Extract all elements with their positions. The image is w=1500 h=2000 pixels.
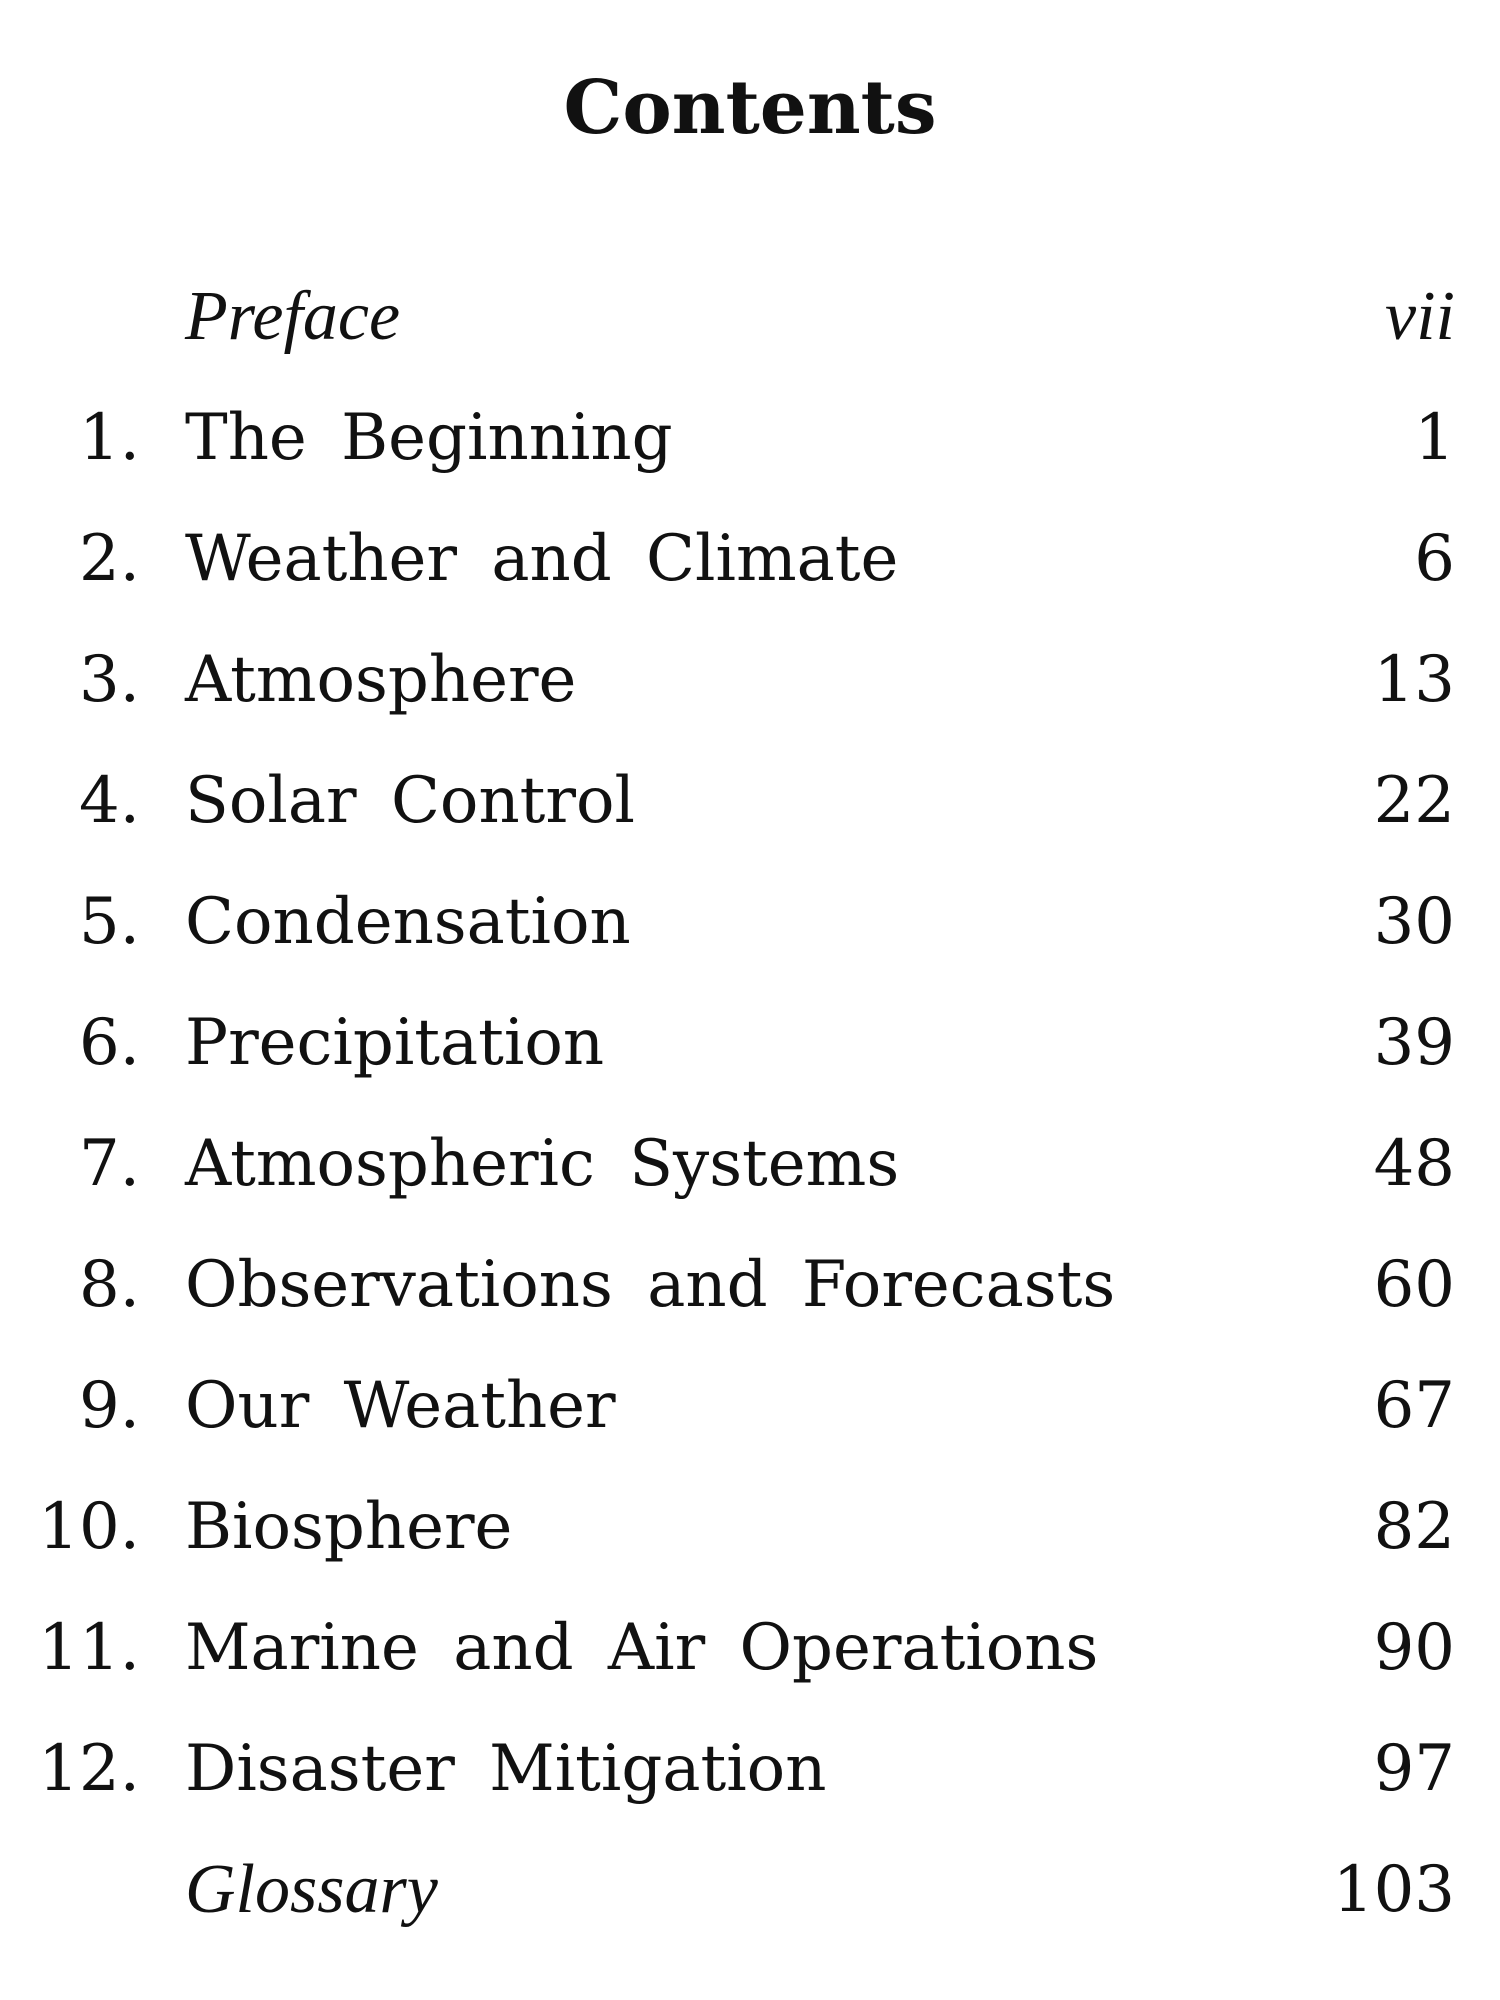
chapter-number: 11. bbox=[38, 1611, 140, 1685]
toc-entry-chapter-7[interactable] bbox=[0, 1112, 1500, 1233]
toc-entry-preface[interactable] bbox=[0, 265, 1500, 386]
page-number: 13 bbox=[1373, 643, 1455, 717]
page-title: Contents bbox=[563, 65, 937, 151]
page-number: 82 bbox=[1373, 1490, 1455, 1564]
toc-entry-chapter-2[interactable] bbox=[0, 507, 1500, 628]
chapter-number: 12. bbox=[38, 1732, 140, 1806]
chapter-title: Glossary bbox=[185, 1851, 438, 1928]
chapter-number: 4. bbox=[78, 764, 140, 838]
page-number: 39 bbox=[1373, 1006, 1455, 1080]
table-of-contents bbox=[0, 265, 1500, 1959]
chapter-number: 1. bbox=[78, 401, 140, 475]
toc-entry-chapter-1[interactable] bbox=[0, 386, 1500, 507]
chapter-number: 5. bbox=[78, 885, 140, 959]
toc-entry-chapter-3[interactable] bbox=[0, 628, 1500, 749]
page-number: 67 bbox=[1373, 1369, 1455, 1443]
toc-entry-chapter-5[interactable] bbox=[0, 870, 1500, 991]
chapter-number: 2. bbox=[78, 522, 140, 596]
toc-entry-chapter-12[interactable] bbox=[0, 1717, 1500, 1838]
chapter-title: Weather and Climate bbox=[185, 522, 899, 596]
page-number: vii bbox=[1385, 278, 1455, 355]
page-number: 90 bbox=[1373, 1611, 1455, 1685]
chapter-title: Biosphere bbox=[185, 1490, 513, 1564]
chapter-title: Observations and Forecasts bbox=[185, 1248, 1116, 1322]
page-number: 1 bbox=[1414, 401, 1455, 475]
toc-entry-chapter-6[interactable] bbox=[0, 991, 1500, 1112]
toc-entry-chapter-10[interactable] bbox=[0, 1475, 1500, 1596]
chapter-number: 8. bbox=[78, 1248, 140, 1322]
chapter-number: 3. bbox=[78, 643, 140, 717]
chapter-title: Marine and Air Operations bbox=[185, 1611, 1099, 1685]
chapter-title: Atmosphere bbox=[185, 643, 577, 717]
chapter-title: Atmospheric Systems bbox=[185, 1127, 900, 1201]
page-number: 60 bbox=[1373, 1248, 1455, 1322]
chapter-number: 6. bbox=[78, 1006, 140, 1080]
chapter-number: 7. bbox=[78, 1127, 140, 1201]
page-number: 103 bbox=[1332, 1853, 1455, 1927]
page-number: 22 bbox=[1373, 764, 1455, 838]
page-number: 30 bbox=[1373, 885, 1455, 959]
page-number: 48 bbox=[1373, 1127, 1455, 1201]
page-number: 6 bbox=[1414, 522, 1455, 596]
page-number: 97 bbox=[1373, 1732, 1455, 1806]
toc-entry-glossary[interactable] bbox=[0, 1838, 1500, 1959]
toc-entry-chapter-4[interactable] bbox=[0, 749, 1500, 870]
toc-entry-chapter-11[interactable] bbox=[0, 1596, 1500, 1717]
chapter-title: Precipitation bbox=[185, 1006, 605, 1080]
toc-entry-chapter-8[interactable] bbox=[0, 1233, 1500, 1354]
chapter-title: Our Weather bbox=[185, 1369, 616, 1443]
toc-entry-chapter-9[interactable] bbox=[0, 1354, 1500, 1475]
chapter-title: Preface bbox=[185, 278, 401, 355]
chapter-title: The Beginning bbox=[185, 401, 673, 475]
chapter-title: Condensation bbox=[185, 885, 631, 959]
chapter-number: 10. bbox=[38, 1490, 140, 1564]
chapter-title: Disaster Mitigation bbox=[185, 1732, 827, 1806]
chapter-number: 9. bbox=[78, 1369, 140, 1443]
chapter-title: Solar Control bbox=[185, 764, 635, 838]
